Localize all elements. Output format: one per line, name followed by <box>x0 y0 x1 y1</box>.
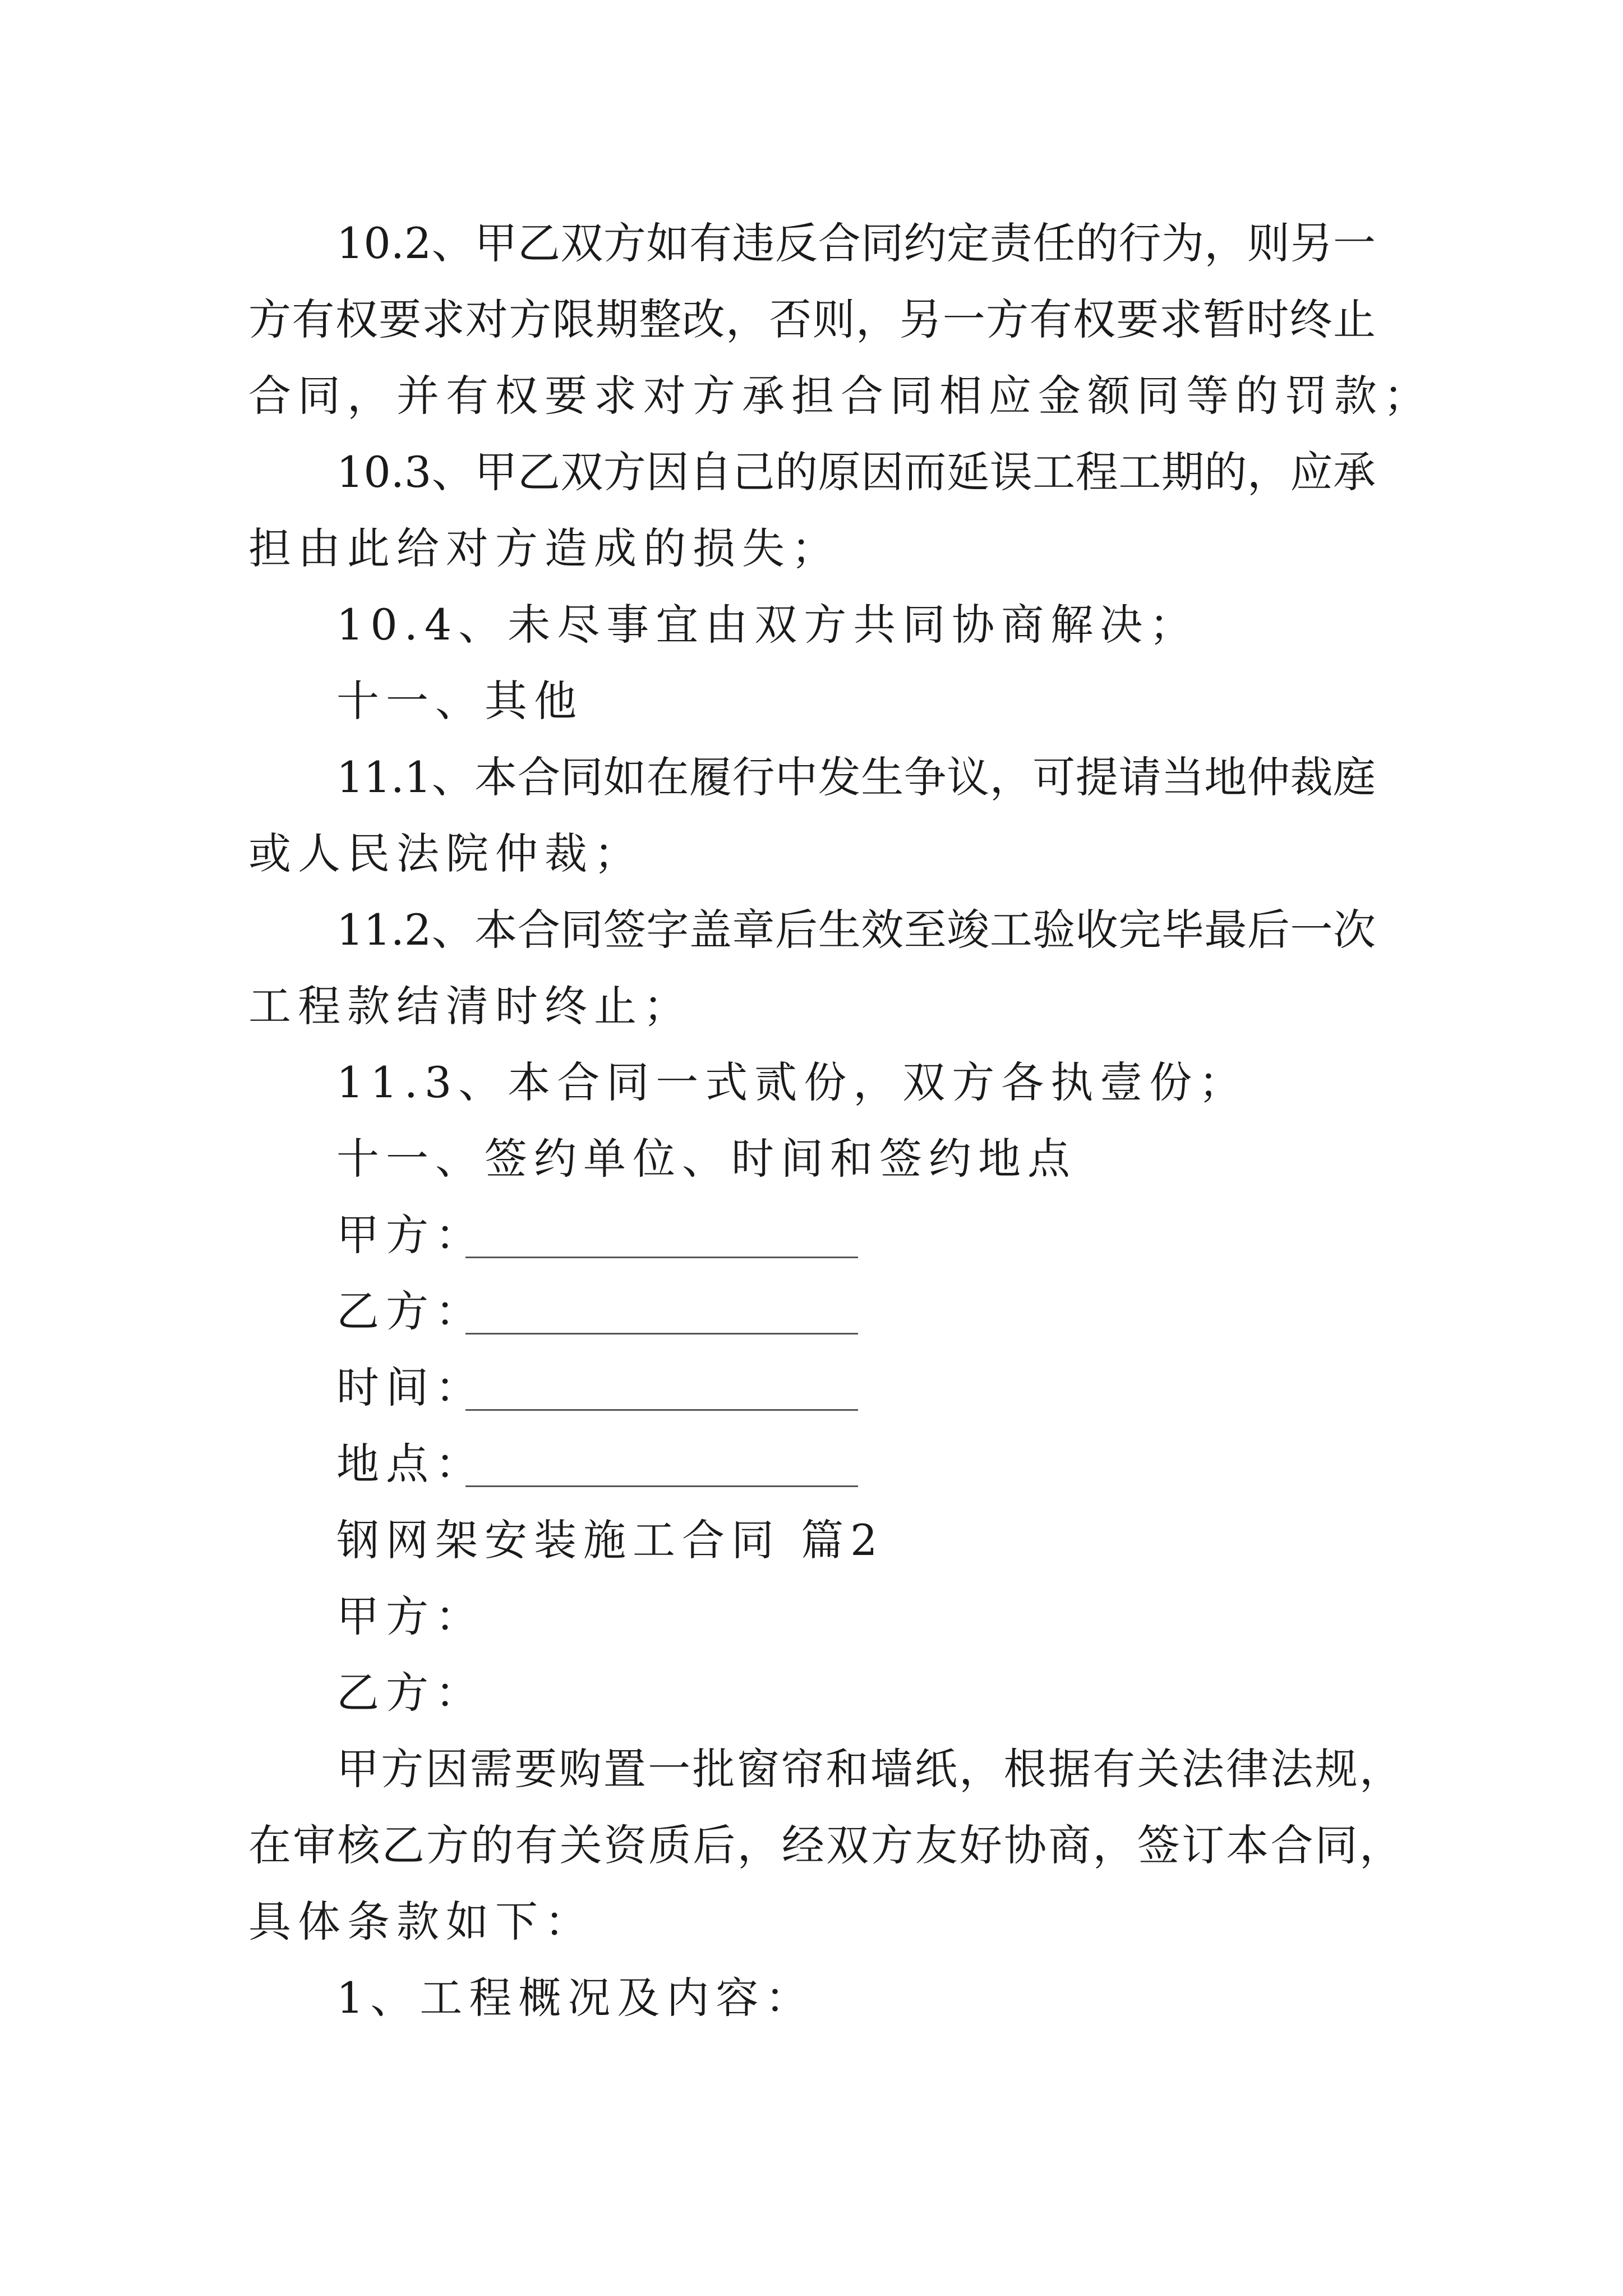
section-heading-signing: 十一、签约单位、时间和签约地点 <box>336 1134 1077 1184</box>
party-b-line: 乙方： <box>336 1668 485 1718</box>
paragraph-11-1-line-2: 或人民法院仲裁； <box>248 829 643 878</box>
paragraph-10-2-line-1: 10.2、甲乙双方如有违反合同约定责任的行为，则另一 <box>336 218 1376 268</box>
signature-label-party-a: 甲方： <box>336 1210 485 1260</box>
signature-blank-party-a <box>465 1257 858 1258</box>
signature-row-party-b <box>336 1286 485 1336</box>
signature-label-party-b: 乙方： <box>336 1286 485 1336</box>
preamble-line-1: 甲方因需要购置一批窗帘和墙纸，根据有关法律法规， <box>336 1744 1402 1794</box>
paragraph-11-2-line-1: 11.2、本合同签字盖章后生效至竣工验收完毕最后一次 <box>336 905 1376 955</box>
contract-title-part-2: 钢网架安装施工合同 篇2 <box>336 1515 884 1565</box>
party-a-line: 甲方： <box>336 1591 485 1641</box>
paragraph-10-3-line-2: 担由此给对方造成的损失； <box>248 523 841 573</box>
paragraph-10-4: 10.4、未尽事宜由双方共同协商解决； <box>336 600 1199 650</box>
signature-blank-place <box>465 1485 858 1487</box>
signature-label-time: 时间： <box>336 1363 485 1412</box>
paragraph-10-2-line-3: 合同，并有权要求对方承担合同相应金额同等的罚款； <box>248 371 1433 421</box>
signature-row-time <box>336 1363 485 1412</box>
clause-1-heading: 1、工程概况及内容： <box>336 1973 815 2023</box>
paragraph-11-2-line-2: 工程款结清时终止； <box>248 981 693 1031</box>
paragraph-11-3: 11.3、本合同一式贰份，双方各执壹份； <box>336 1057 1248 1107</box>
section-heading-other: 十一、其他 <box>336 676 583 726</box>
paragraph-11-1-line-1: 11.1、本合同如在履行中发生争议，可提请当地仲裁庭 <box>336 752 1376 802</box>
signature-row-place <box>336 1439 485 1489</box>
signature-blank-party-b <box>465 1333 858 1335</box>
signature-blank-time <box>465 1409 858 1411</box>
preamble-line-3: 具体条款如下： <box>248 1897 594 1947</box>
signature-label-place: 地点： <box>336 1439 485 1489</box>
paragraph-10-2-line-2: 方有权要求对方限期整改，否则，另一方有权要求暂时终止 <box>248 295 1376 344</box>
signature-row-party-a <box>336 1210 485 1260</box>
preamble-line-2: 在审核乙方的有关资质后，经双方友好协商，签订本合同， <box>248 1820 1402 1870</box>
paragraph-10-3-line-1: 10.3、甲乙双方因自己的原因而延误工程工期的，应承 <box>336 447 1376 497</box>
